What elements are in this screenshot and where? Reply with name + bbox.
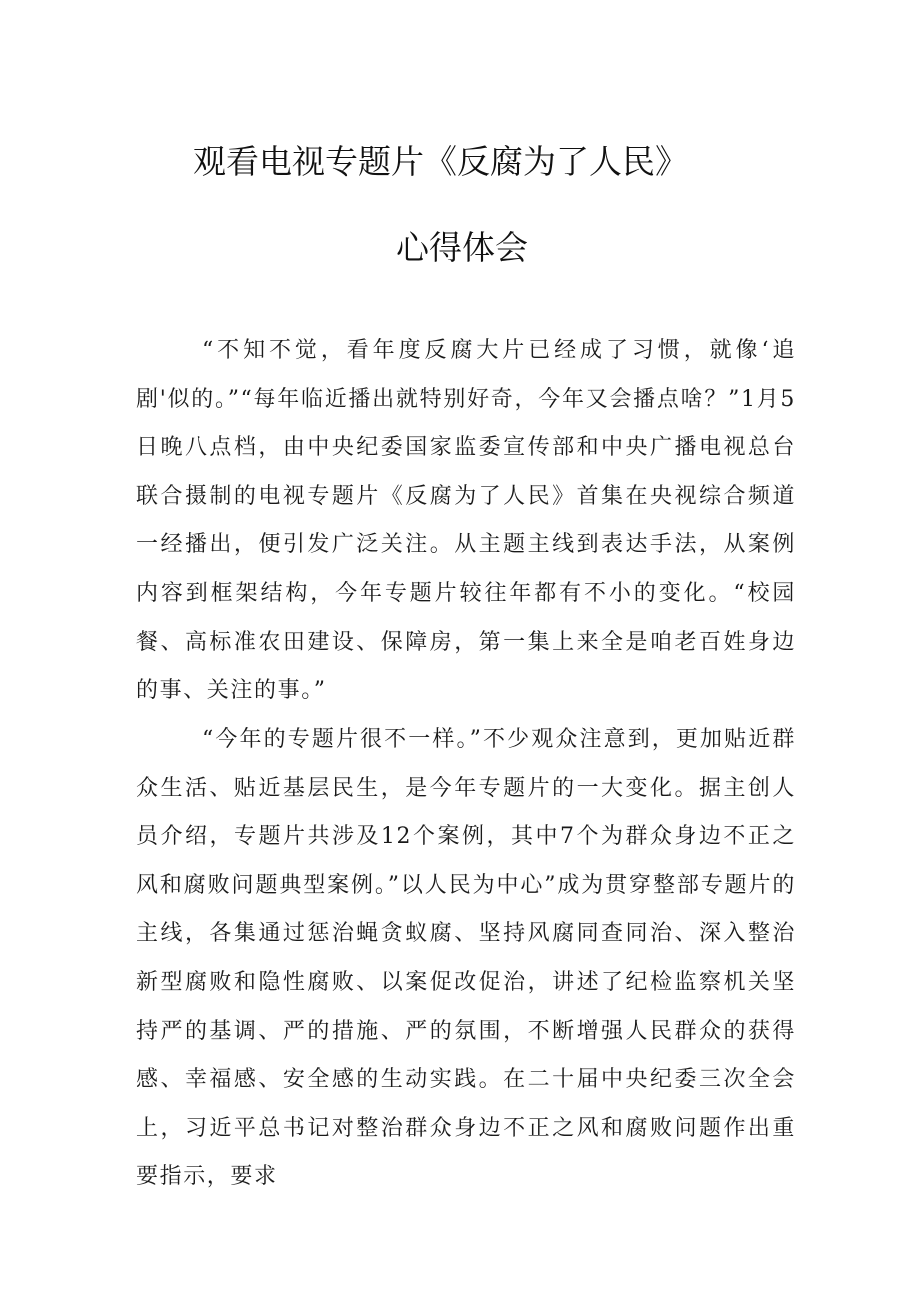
document-title-line-2: 心得体会 <box>396 228 528 267</box>
paragraph-2: “今年的专题片很不一样。”不少观众注意到，更加贴近群众生活、贴近基层民生，是今年专题片的一大变化。据主创人员介绍，专题片共涉及12个案例，其中7个为群众身边不正之风和腐败问题典型案例。”以人民为中心”成为贯穿整部专题片的主线，各集通过惩治蝇贪蚁腐、坚持风腐同查同治、深入整治新型腐败和隐性腐败、以案促改促治，讲述了纪检监察机关坚持严的基调、严的措施、严的氛围，不断增强人民群众的获得感、幸福感、安全感的生动实践。在二十届中央纪委三次全会上，习近平总书记对整治群众身边不正之风和腐败问题作出重要指示，要求 <box>136 727 796 1190</box>
paragraph-1: “不知不觉，看年度反腐大片已经成了习惯，就像‘追剧'似的。”“每年临近播出就特别好奇，今年又会播点啥？”1月5日晚八点档，由中央纪委国家监委宣传部和中央广播电视总台联合摄制的电视专题片《反腐为了人民》首集在央视综合频道一经播出，便引发广泛关注。从主题主线到表达手法，从案例内容到框架结构，今年专题片较往年都有不小的变化。“校园餐、高标准农田建设、保障房，第一集上来全是咱老百姓身边的事、关注的事。” <box>136 338 796 704</box>
document-title-line-1: 观看电视专题片《反腐为了人民》 <box>193 142 688 181</box>
